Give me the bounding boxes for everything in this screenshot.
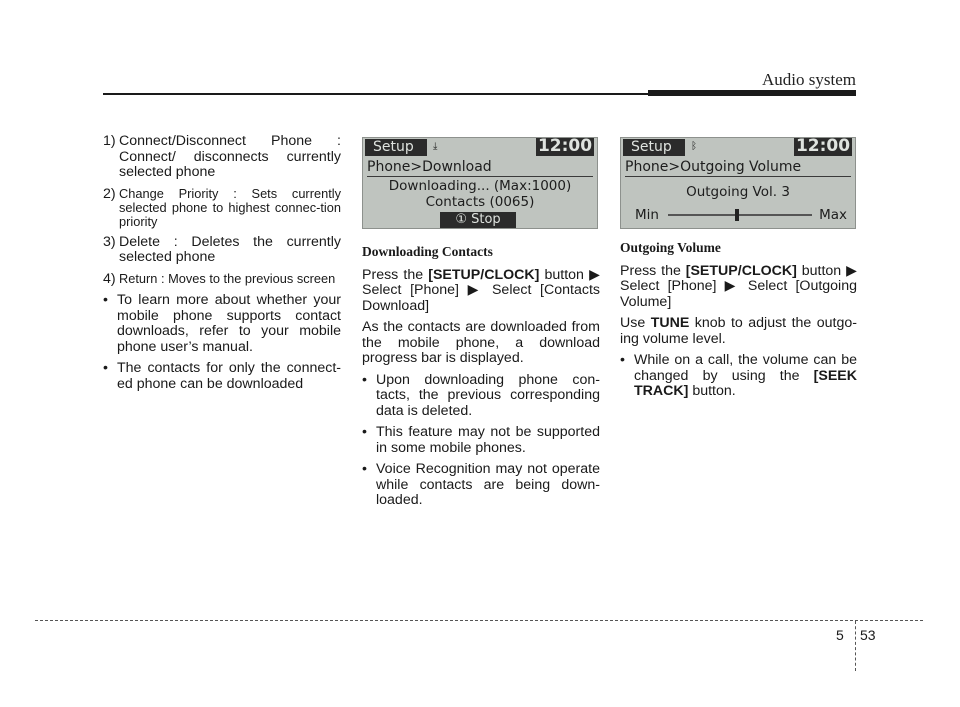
max-label: Max xyxy=(819,207,847,223)
setup-tab: Setup xyxy=(365,139,427,156)
item-text: Change Priority : Sets currently selected phone to highest connec-tion priority xyxy=(119,185,341,229)
item-text: Delete : Deletes the currently selected phone xyxy=(119,233,341,265)
bullet-dot-icon: • xyxy=(362,461,367,477)
min-label: Min xyxy=(635,207,659,223)
bullet-text: This feature may not be supported in some mobile phones. xyxy=(376,424,600,456)
text-run: Press the xyxy=(620,262,681,279)
bullet-item xyxy=(103,361,341,392)
screen-path: Phone>Download xyxy=(367,159,492,175)
list-item xyxy=(103,272,341,288)
text-run: button. xyxy=(692,383,736,399)
right-column xyxy=(620,240,857,406)
bullet-item xyxy=(103,293,341,355)
footer-divider xyxy=(855,621,856,671)
download-status: Downloading... (Max:1000) xyxy=(388,178,572,194)
text-run: Press the xyxy=(362,266,424,283)
clock-display: 12:00 xyxy=(537,137,593,156)
bullet-dot-icon: • xyxy=(103,292,108,308)
bullet-dot-icon: • xyxy=(362,371,367,388)
list-item xyxy=(103,134,341,181)
paragraph xyxy=(362,268,600,315)
bullet-text: To learn more about whether your mobile phone supports contact downloads, refer to your mobile phone user’s manual. xyxy=(117,292,341,355)
key-label: [SETUP/CLOCK] xyxy=(685,262,797,279)
item-number: 2) xyxy=(103,185,116,202)
text-run: button xyxy=(801,262,842,279)
page-number: 53 xyxy=(860,627,876,643)
volume-status: Outgoing Vol. 3 xyxy=(686,184,790,200)
item-text: Connect/Disconnect Phone : Connect/ disconnects currently selected phone xyxy=(119,133,341,180)
clock-display: 12:00 xyxy=(795,137,851,156)
item-number: 1) xyxy=(103,133,116,149)
bullet-dot-icon: • xyxy=(620,352,625,368)
text-run: Use xyxy=(620,315,646,331)
item-text: Return : Moves to the previous screen xyxy=(119,270,336,286)
paragraph: As the contacts are downloaded from the mobile phone, a download progress bar is displayed. xyxy=(362,319,600,366)
screen-divider xyxy=(367,176,593,177)
key-label: TUNE xyxy=(650,315,690,331)
bluetooth-icon: ᛒ xyxy=(691,141,697,152)
item-number: 3) xyxy=(103,233,116,250)
item-number: 4) xyxy=(103,270,116,287)
stop-button[interactable]: ① Stop xyxy=(440,212,516,228)
bullet-text xyxy=(634,353,857,400)
text-run: ▶ Select [Phone] ▶ Select [Outgoing Volume] xyxy=(620,262,857,310)
key-label: [SEEK TRACK] xyxy=(634,367,857,399)
text-run: ▶ Select [Phone] ▶ Select [Contacts Download] xyxy=(362,266,600,314)
bullet-item xyxy=(362,462,600,509)
volume-screen xyxy=(620,137,856,229)
paragraph xyxy=(620,316,857,347)
section-title: Outgoing Volume xyxy=(620,240,721,255)
text-run: button xyxy=(544,266,584,283)
list-item xyxy=(103,187,341,229)
volume-slider-knob[interactable] xyxy=(735,209,739,221)
bullet-item xyxy=(620,353,857,400)
bullet-text: Voice Recognition may not operate while contacts are being down-loaded. xyxy=(376,461,600,508)
header-rule-accent xyxy=(648,90,856,96)
text-run: While on a call, the volume can be changed by using the xyxy=(634,352,857,384)
key-label: [SETUP/CLOCK] xyxy=(428,266,540,283)
bullet-item xyxy=(362,373,600,420)
screen-divider xyxy=(625,176,851,177)
bullet-dot-icon: • xyxy=(103,360,108,376)
bullet-text: The contacts for only the connect-ed phone can be downloaded xyxy=(117,360,341,392)
header-title: Audio system xyxy=(762,70,856,89)
setup-tab: Setup xyxy=(623,139,685,156)
screen-path: Phone>Outgoing Volume xyxy=(625,159,802,175)
text-run: knob to adjust the outgo-ing volume level. xyxy=(620,315,857,347)
footer-rule xyxy=(35,620,923,621)
bullet-dot-icon: • xyxy=(362,424,367,440)
middle-column xyxy=(362,244,600,515)
paragraph xyxy=(620,264,857,311)
download-screen xyxy=(362,137,598,229)
chapter-number: 5 xyxy=(836,627,844,643)
bullet-item xyxy=(362,425,600,456)
left-column xyxy=(103,134,341,398)
bullet-text: Upon downloading phone con-tacts, the previous corresponding data is deleted. xyxy=(376,371,600,419)
volume-slider-track[interactable] xyxy=(668,214,812,216)
section-title: Downloading Contacts xyxy=(362,244,493,259)
contacts-count: Contacts (0065) xyxy=(425,194,535,210)
download-icon: ⤓ xyxy=(433,141,438,152)
list-item xyxy=(103,235,341,266)
